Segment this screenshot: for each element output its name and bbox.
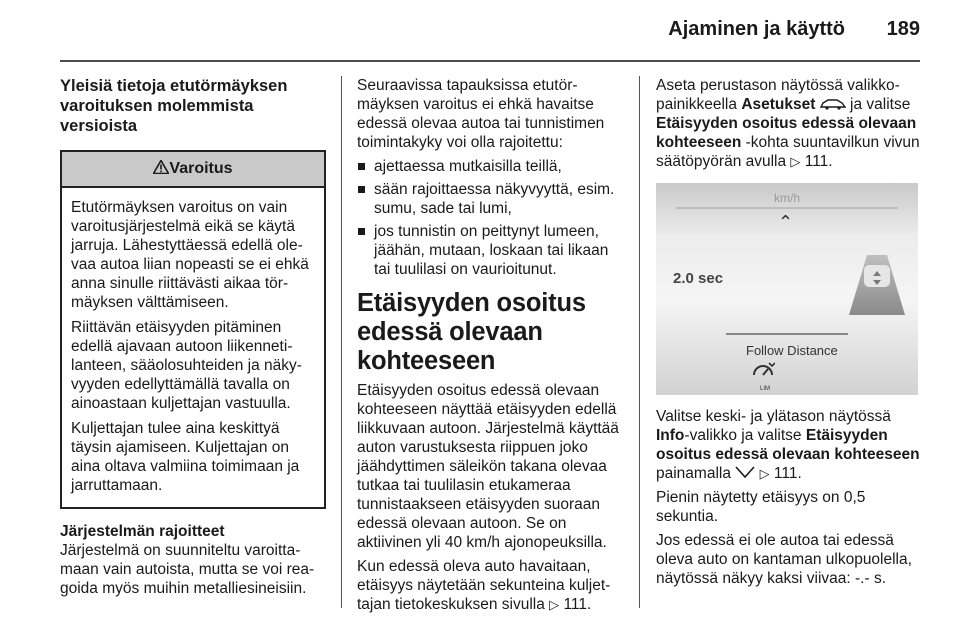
page-reference-icon: ▷: [549, 597, 560, 612]
body-paragraph: Pienin näytetty etäisyys on 0,5 sekuntia.: [656, 489, 866, 525]
warning-header: [62, 152, 324, 188]
list-item: sään rajoittaessa näkyvyyttä, esim. sumu, sade tai lumi,: [357, 180, 625, 218]
warning-title: Varoitus: [169, 160, 233, 177]
lim-label: LIM: [760, 386, 771, 392]
page-reference[interactable]: 111.: [773, 465, 802, 482]
intro-paragraph: Seuraavissa tapauksissa etutörmäyksen varoitus ei ehkä havaitse edessä olevaa autoa tai tunnistimen toimintakyky voi olla rajoitettu:: [357, 77, 605, 151]
column-3: [656, 76, 922, 593]
page-reference[interactable]: 111.: [563, 596, 592, 613]
column-divider: [639, 76, 640, 608]
body-paragraph: Jos edessä ei ole autoa tai edessä oleva auto on kantaman ulkopuolella, näytössä näkyy kaksi viivaa: -.- s.: [656, 532, 912, 587]
chevron-up-icon: ⌃: [778, 212, 794, 232]
list-item: ajettaessa mutkaisilla teillä,: [357, 157, 625, 176]
column-1: [60, 76, 326, 603]
section-heading: Yleisiä tietoja etutörmäyksen varoituksen molemmista versioista: [60, 77, 288, 135]
page-number: 189: [886, 18, 920, 40]
menu-term: Etäisyyden osoitus edessä olevaan kohteeseen: [656, 427, 920, 463]
header-rule: [60, 60, 920, 62]
body-text: ja valitse: [845, 96, 911, 113]
body-text: Valitse keski- ja ylätason näytössä: [656, 408, 891, 425]
section-title: Etäisyyden osoitus edessä olevaan kohteeseen: [357, 289, 586, 375]
body-paragraph: [357, 557, 625, 614]
warning-paragraph: Kuljettajan tulee aina keskittyä täysin ajamiseen. Kuljettajan on aina oltava valmiina toimimaan ja jarruttamaan.: [71, 420, 300, 494]
body-paragraph: [656, 76, 922, 171]
body-paragraph: Etäisyyden osoitus edessä olevaan kohteeseen näyttää etäisyyden edellä liikkuvaan autoon. Järjestelmä käyttää auton varustuksesta riippuen joko jäähdyttimen säleikön takana olevaa tutkaa tai tuulilasin etukameraa tunnistaakseen etäisyyden suoraan edessä olevaan autoon. Se on aktiivinen yli 40 km/h ajonopeuksilla.: [357, 382, 619, 551]
menu-term: Etäisyyden osoitus edessä olevaan kohteeseen: [656, 115, 917, 151]
speed-limiter-icon: [751, 361, 775, 379]
display-divider: [726, 333, 848, 335]
limits-text: Järjestelmä on suunniteltu varoittamaan vain autoista, mutta se voi reagoida myös muihin metalliesineisiin.: [60, 542, 315, 597]
body-text: Aseta perustason näytössä valikkopainikkeella: [656, 77, 900, 113]
body-text: Kun edessä oleva auto havaitaan, etäisyys näytetään sekunteina kuljettajan tietokeskuksen sivulla: [357, 558, 611, 613]
car-settings-icon: [820, 98, 846, 110]
checkmark-icon: [735, 466, 755, 478]
page-reference-icon: ▷: [759, 466, 770, 481]
warning-paragraph: Riittävän etäisyyden pitäminen edellä ajavaan autoon liikennetilanteen, sääolosuhteiden ja näkyvyyden edellyttämällä tavalla on ainoastaan kuljettajan vastuulla.: [71, 319, 302, 412]
vehicle-ahead-icon: [849, 253, 905, 315]
page-reference[interactable]: 111.: [804, 153, 833, 170]
chapter-title: Ajaminen ja käyttö: [668, 18, 845, 40]
limits-heading: Järjestelmän rajoitteet: [60, 523, 225, 540]
body-text: -valikko ja valitse: [684, 427, 806, 444]
info-term: Info: [656, 427, 685, 444]
warning-box: [60, 150, 326, 509]
warning-paragraph: Etutörmäyksen varoitus on vain varoitusjärjestelmä eikä se käytä jarruja. Lähestyttäessä edellä olevaa autoa liian nopeasti se ei ehkä anna sinulle riittävästi aikaa törmäyksen välttämiseen.: [71, 199, 309, 311]
body-paragraph: [656, 407, 922, 483]
body-text: painamalla: [656, 465, 736, 482]
column-2: [357, 76, 625, 619]
display-divider: [676, 207, 898, 209]
page-reference-icon: ▷: [790, 154, 801, 169]
follow-distance-value: 2.0 sec: [673, 270, 724, 287]
list-item: jos tunnistin on peittynyt lumeen, jäähän, mutaan, loskaan tai likaan tai tuulilasi on vaurioitunut.: [357, 222, 625, 279]
page-header: [0, 18, 960, 48]
limitations-list: [357, 157, 625, 279]
warning-body: [62, 188, 324, 507]
warning-icon: [153, 160, 169, 174]
follow-distance-label: Follow Distance: [746, 343, 838, 358]
settings-term: Asetukset: [741, 96, 816, 113]
dashboard-display-image: [656, 183, 918, 395]
column-divider: [341, 76, 342, 608]
body-text: -kohta suuntavilkun vivun säätöpyörän avulla: [656, 134, 920, 170]
speed-unit-label: km/h: [774, 191, 801, 205]
